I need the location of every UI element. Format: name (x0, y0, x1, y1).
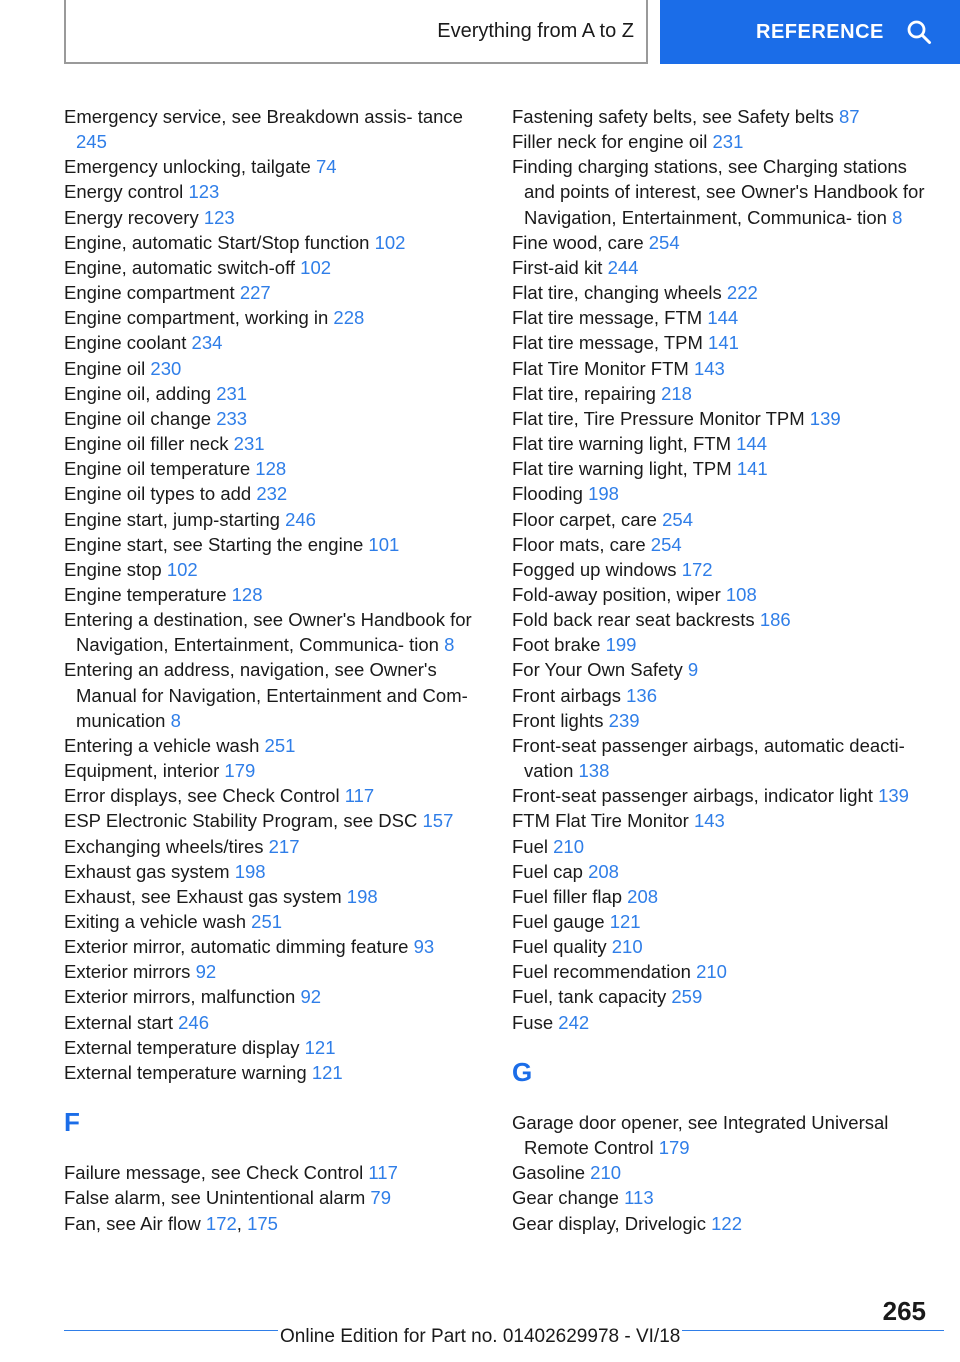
page-reference-link[interactable]: 246 (285, 508, 316, 530)
page-number: 265 (882, 1296, 926, 1326)
index-entry (64, 834, 484, 859)
index-entry-text: Finding charging stations, see Charging stations and points of interest, see Owner's Handbook for Navigation, Entertainment, Communica‐ tion (512, 156, 925, 228)
index-entry-text: Fastening safety belts, see Safety belts (512, 106, 840, 127)
index-entry-text: Engine oil change (64, 407, 217, 429)
page-reference-link[interactable]: 251 (264, 734, 296, 756)
index-entry (512, 1185, 932, 1210)
index-entry-text: Engine oil temperature (64, 458, 256, 480)
page-reference-link[interactable]: 233 (216, 407, 248, 429)
index-entry-text: External temperature display (64, 1036, 305, 1058)
index-entry (512, 859, 932, 884)
index-column-right (512, 104, 932, 1236)
page-reference-link[interactable]: 222 (726, 282, 758, 304)
index-entry-text: Entering a destination, see Owner's Handbook for Navigation, Entertainment, Communica‐ tion (64, 609, 472, 656)
index-entry (64, 481, 484, 506)
index-entry (64, 532, 484, 557)
index-entry-text: Flat tire warning light, FTM (512, 433, 737, 455)
index-entry (64, 959, 484, 984)
index-entry-text: ESP Electronic Stability Program, see DSC (64, 810, 423, 832)
page-reference-link[interactable]: 218 (661, 382, 692, 404)
index-entry-text: Engine, automatic switch-off (64, 256, 301, 278)
index-entry (512, 733, 932, 783)
page-reference-link[interactable]: 210 (611, 936, 643, 958)
index-entry (64, 859, 484, 884)
index-entry (64, 1160, 484, 1185)
page-reference-link[interactable]: 231 (233, 433, 265, 455)
index-entry-text: FTM Flat Tire Monitor (512, 810, 694, 832)
index-entry-text: Engine, automatic Start/Stop function (64, 231, 375, 253)
index-entry-text: Fold-away position, wiper (512, 583, 726, 605)
index-entry-text: Fuel quality (512, 936, 612, 958)
index-entry-text: Energy control (64, 181, 189, 203)
index-column-left (64, 104, 484, 1236)
index-entry (512, 607, 932, 632)
index-entry (512, 456, 932, 481)
index-entry (512, 683, 932, 708)
index-entry (512, 632, 932, 657)
index-entry-text: Fuel filler flap (512, 885, 628, 907)
index-entry-text: Engine oil filler neck (64, 433, 234, 455)
page-reference-link[interactable]: 179 (224, 760, 256, 782)
index-entry (512, 230, 932, 255)
index-entry (512, 280, 932, 305)
index-entry-text: Exiting a vehicle wash (64, 911, 252, 932)
index-entry-text: Entering a vehicle wash (64, 734, 265, 756)
index-entry (64, 507, 484, 532)
page-reference-link[interactable]: 144 (707, 307, 739, 329)
index-entry-text: Gear change (512, 1187, 625, 1209)
index-entry-text: Fuse (512, 1011, 559, 1033)
index-entry-text: Gasoline (512, 1162, 591, 1184)
section-title: Everything from A to Z (437, 19, 634, 42)
page-reference-link[interactable]: 246 (178, 1011, 210, 1033)
index-entry-text: Error displays, see Check Control (64, 785, 345, 807)
page-reference-link[interactable]: 198 (234, 860, 266, 882)
reference-tab[interactable] (660, 0, 960, 64)
page-reference-link[interactable]: 128 (231, 583, 263, 605)
index-entry-text: Fuel recommendation (512, 961, 697, 983)
index-entry (64, 808, 484, 833)
page-reference-link[interactable]: 101 (368, 533, 400, 555)
index-entry-text: Exhaust gas system (64, 860, 235, 882)
index-entry (64, 431, 484, 456)
index-entry-text: Flooding (512, 483, 589, 505)
index-entry (512, 381, 932, 406)
index-entry-text: Engine coolant (64, 332, 192, 354)
page-reference-link[interactable]: 143 (693, 810, 725, 832)
index-entry (64, 657, 484, 732)
index-entry (64, 582, 484, 607)
index-entry (64, 607, 484, 657)
index-entry-text: Flat tire, Tire Pressure Monitor TPM (512, 407, 810, 429)
index-entry (64, 909, 484, 934)
index-entry-text: Floor mats, care (512, 533, 651, 555)
index-entry (512, 356, 932, 381)
index-entry (512, 708, 932, 733)
page-reference-link[interactable]: 199 (605, 634, 637, 656)
search-icon[interactable] (906, 19, 932, 45)
page-reference-link[interactable]: 121 (304, 1036, 336, 1058)
index-entry (64, 230, 484, 255)
index-entry-text: Engine oil (64, 357, 151, 379)
index-entry (512, 1010, 932, 1035)
page-reference-link[interactable]: 245 (76, 131, 107, 153)
index-entry-text: Energy recovery (64, 206, 204, 228)
page-reference-link[interactable]: 117 (368, 1162, 398, 1184)
index-entry-text: Fogged up windows (512, 558, 682, 580)
index-entry (512, 884, 932, 909)
index-entry (512, 1160, 932, 1185)
index-entry (64, 783, 484, 808)
index-entry-text: External start (64, 1011, 179, 1033)
page-reference-link[interactable]: 259 (671, 986, 703, 1008)
index-entry (64, 557, 484, 582)
index-entry (512, 1211, 932, 1236)
index-letter-heading: F (64, 1107, 80, 1138)
page-reference-link[interactable]: 128 (255, 458, 287, 480)
index-entry-text: Floor carpet, care (512, 508, 663, 530)
index-entry (512, 984, 932, 1009)
index-entry-text: Engine stop (64, 558, 167, 580)
index-entry (512, 431, 932, 456)
page-reference-link[interactable]: 210 (553, 835, 585, 857)
page-reference-link[interactable]: 208 (627, 885, 659, 907)
page-reference-link[interactable]: 8 (444, 634, 455, 656)
index-entry-text: Fold back rear seat backrests (512, 609, 760, 631)
page-reference-link[interactable]: 217 (268, 835, 300, 857)
index-entry-text: Flat tire warning light, TPM (512, 458, 737, 480)
page-reference-link[interactable]: 210 (590, 1162, 622, 1184)
index-entry-text: Flat tire, repairing (512, 382, 662, 404)
page-reference-link[interactable]: 228 (333, 307, 365, 329)
index-entry-text: Engine start, see Starting the engine (64, 533, 369, 555)
page-reference-link[interactable]: 123 (203, 206, 235, 228)
page-reference-link[interactable]: 102 (374, 231, 406, 253)
page-reference-link[interactable]: 254 (650, 533, 682, 555)
page-reference-link[interactable]: 172 (205, 1212, 237, 1234)
index-entry-text: Foot brake (512, 634, 606, 656)
index-entry (512, 532, 932, 557)
index-entry (64, 1010, 484, 1035)
page-reference-link[interactable]: 231 (712, 131, 744, 153)
reference-tab-label: REFERENCE (756, 20, 884, 43)
page-reference-link[interactable]: 79 (370, 1187, 391, 1209)
index-entry (512, 104, 932, 129)
index-entry-text: Emergency unlocking, tailgate (64, 156, 316, 178)
page-reference-link[interactable]: 9 (687, 659, 699, 681)
index-entry (512, 557, 932, 582)
page-reference-link[interactable]: 251 (251, 911, 283, 932)
page-reference-link[interactable]: 8 (892, 206, 903, 228)
index-entry (64, 255, 484, 280)
index-entry (64, 1060, 484, 1085)
index-entry (512, 154, 932, 229)
index-entry-text: Fan, see Air flow (64, 1212, 206, 1234)
page-reference-link[interactable]: 198 (588, 483, 619, 505)
index-entry-text: Front lights (512, 709, 609, 731)
page-reference-link[interactable]: 230 (150, 357, 182, 379)
index-entry (512, 808, 932, 833)
page-reference-link[interactable]: 227 (239, 282, 271, 304)
index-entry (64, 984, 484, 1009)
page-reference-link[interactable]: 92 (300, 986, 322, 1008)
index-entry (64, 330, 484, 355)
index-entry (64, 305, 484, 330)
page-reference-link[interactable]: 208 (588, 860, 619, 882)
index-letter-heading: G (512, 1056, 533, 1087)
index-entry (64, 205, 484, 230)
page-reference-link[interactable]: 122 (711, 1212, 742, 1234)
index-entry-text: Exterior mirrors, malfunction (64, 986, 301, 1008)
index-entry (64, 381, 484, 406)
index-entry-text: Engine compartment, working in (64, 307, 334, 329)
page-reference-link[interactable]: 92 (195, 961, 217, 983)
page-reference-link[interactable]: 138 (578, 760, 610, 782)
page-reference-link[interactable]: 234 (191, 332, 223, 354)
page-reference-link[interactable]: 186 (759, 609, 791, 631)
index-entry (64, 733, 484, 758)
index-entry (512, 406, 932, 431)
index-entry-text: Exhaust, see Exhaust gas system (64, 885, 347, 907)
index-entry (64, 280, 484, 305)
page-reference-link[interactable]: 108 (725, 583, 757, 605)
index-entry-text: External temperature warning (64, 1061, 312, 1083)
index-entry (64, 1035, 484, 1060)
index-entry-text: Exterior mirrors (64, 961, 196, 983)
index-entry-text: False alarm, see Unintentional alarm (64, 1187, 371, 1209)
page-reference-link[interactable]: 239 (608, 709, 640, 731)
index-entry (512, 934, 932, 959)
index-entry: Fan, see Air flow 172, 175 (64, 1212, 278, 1234)
index-entry-text: Engine temperature (64, 583, 232, 605)
page-reference-link[interactable]: 123 (188, 181, 220, 203)
page-reference-link[interactable]: 139 (878, 785, 909, 807)
index-entry (512, 582, 932, 607)
index-entry-text: Entering an address, navigation, see Owner's Manual for Navigation, Entertainment and Com‐ munication (64, 659, 468, 731)
index-entry-text: Front-seat passenger airbags, automatic deacti‐ vation (512, 734, 905, 782)
page-reference-link[interactable]: 113 (624, 1187, 654, 1209)
page-reference-link[interactable]: 244 (607, 256, 639, 278)
edition-text: Online Edition for Part no. 01402629978 - VI/18 (280, 1326, 681, 1347)
index-entry-text: Garage door opener, see Integrated Universal Remote Control (512, 1111, 889, 1159)
page-reference-link[interactable]: 141 (736, 458, 768, 480)
page-reference-link[interactable]: 179 (658, 1137, 690, 1159)
index-entry (512, 909, 932, 934)
index-entry (512, 305, 932, 330)
index-entry-text: Flat tire, changing wheels (512, 282, 727, 304)
page-reference-link[interactable]: 157 (422, 810, 454, 832)
page-reference-link[interactable]: 172 (681, 558, 713, 580)
page-reference-link[interactable]: 93 (413, 936, 435, 958)
index-entry-text: For Your Own Safety (512, 659, 688, 681)
index-entry-text: Engine start, jump-starting (64, 508, 286, 530)
index-entry-text: Flat tire message, TPM (512, 332, 709, 354)
index-entry (512, 959, 932, 984)
index-entry-text: Exchanging wheels/tires (64, 835, 269, 857)
page-reference-link[interactable]: 144 (736, 433, 767, 455)
page-reference-link[interactable]: 121 (311, 1061, 343, 1083)
page-reference-link[interactable]: 198 (346, 885, 378, 907)
index-entry (512, 1110, 932, 1160)
index-entry-text: Equipment, interior (64, 760, 225, 782)
page-reference-link[interactable]: 139 (809, 407, 841, 429)
page-reference-link[interactable]: 136 (626, 684, 658, 706)
section-title-box (64, 0, 648, 64)
index-entry-text: Fuel, tank capacity (512, 986, 672, 1008)
index-entry-text: Flat tire message, FTM (512, 307, 708, 329)
index-entry (512, 330, 932, 355)
index-entry (64, 406, 484, 431)
index-entry (512, 834, 932, 859)
page-reference-link[interactable]: 121 (609, 911, 641, 932)
index-entry (512, 783, 932, 808)
page-reference-link[interactable]: 102 (300, 256, 332, 278)
page-reference-link[interactable]: 8 (170, 709, 181, 731)
index-entry-text: Failure message, see Check Control (64, 1162, 369, 1184)
index-entry-text: Engine oil types to add (64, 483, 257, 505)
index-entry-text: Fuel gauge (512, 911, 610, 932)
page-reference-link[interactable]: 210 (696, 961, 727, 983)
page-reference-link[interactable]: 117 (344, 785, 375, 807)
page-reference-link[interactable]: 141 (708, 332, 739, 354)
page-reference-link[interactable]: 102 (166, 558, 198, 580)
index-entry-text: Fuel cap (512, 860, 589, 882)
index-entry (512, 129, 932, 154)
index-entry-text: Exterior mirror, automatic dimming feature (64, 936, 414, 958)
index-entry-text: Fuel (512, 835, 554, 857)
page-reference-link[interactable]: 231 (216, 382, 248, 404)
index-entry (64, 1185, 484, 1210)
page-reference-link[interactable]: 175 (247, 1212, 278, 1234)
index-entry-text: Front airbags (512, 684, 627, 706)
index-entry (64, 356, 484, 381)
page-reference-link[interactable]: 143 (693, 357, 725, 379)
page-reference-link[interactable]: 232 (256, 483, 288, 505)
page-reference-link[interactable]: 74 (315, 156, 337, 178)
index-entry (64, 884, 484, 909)
page-reference-link[interactable]: 254 (662, 508, 693, 530)
page-reference-link[interactable]: 87 (839, 106, 860, 127)
index-entry (64, 179, 484, 204)
index-entry (64, 456, 484, 481)
index-entry (512, 481, 932, 506)
page-reference-link[interactable]: 242 (558, 1011, 590, 1033)
index-entry (64, 104, 484, 154)
index-entry-text: Gear display, Drivelogic (512, 1212, 712, 1234)
index-entry (512, 657, 932, 682)
index-entry (64, 154, 484, 179)
index-entry (512, 507, 932, 532)
index-entry-text: First-aid kit (512, 256, 608, 278)
index-entry (64, 934, 484, 959)
index-entry-text: Engine oil, adding (64, 382, 217, 404)
page-reference-link[interactable]: 254 (648, 231, 680, 253)
index-entry-text: Emergency service, see Breakdown assis‐ tance (64, 106, 463, 127)
index-entry-text: Engine compartment (64, 282, 240, 304)
index-entry (64, 758, 484, 783)
index-entry-text: Fine wood, care (512, 231, 649, 253)
index-entry-text: Front-seat passenger airbags, indicator light (512, 785, 879, 807)
index-entry-text: Filler neck for engine oil (512, 131, 713, 153)
index-entry (512, 255, 932, 280)
index-entry-text: Flat Tire Monitor FTM (512, 357, 694, 379)
